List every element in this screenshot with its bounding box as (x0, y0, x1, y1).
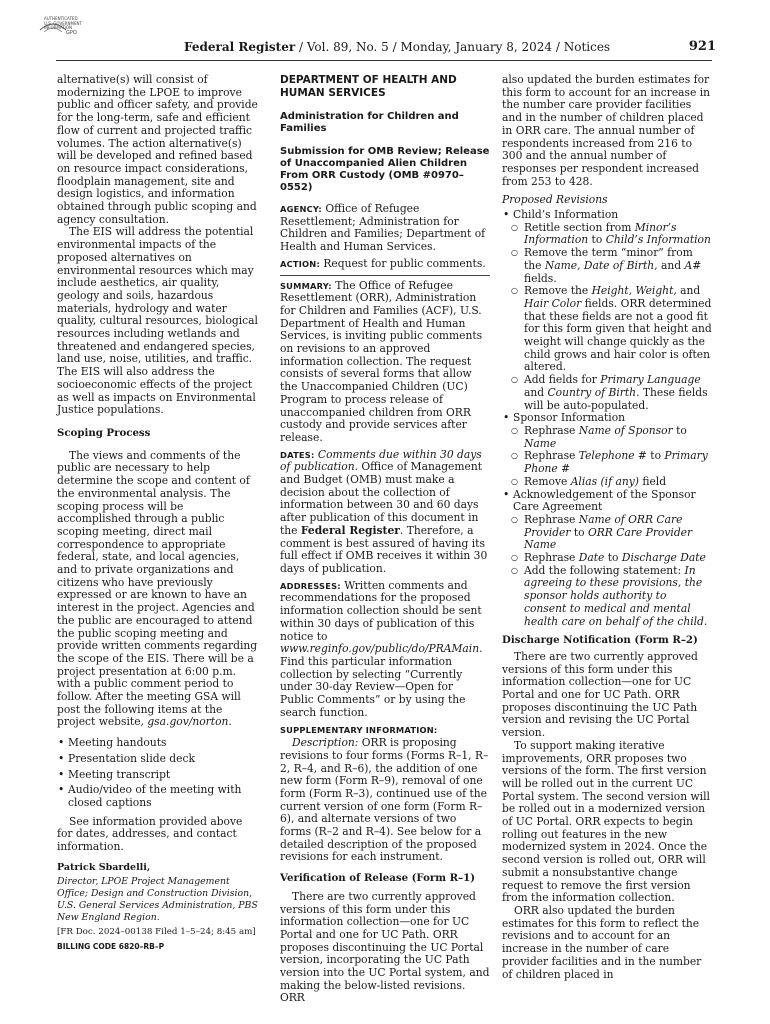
paragraph: See information provided above for dates, addresses, and contact information. (57, 814, 243, 854)
revision-text-part: Alias (if any) (570, 474, 639, 488)
revision-text-part: fields. (524, 271, 557, 285)
revision-text-part: Rephrase (524, 512, 579, 526)
federal-register-bold: Federal Register (300, 523, 400, 537)
revision-item (502, 247, 712, 285)
paragraph (57, 450, 260, 729)
logo-line-1: AUTHENTICATED (44, 16, 78, 21)
revision-text-part: In agreeing to these provisions, the sponsor holds authority to consent to medical and mental health care on behalf of the child (524, 563, 704, 628)
revision-text-part: Remove the term “minor” from the (524, 246, 693, 272)
logo-line-4: GPO (66, 29, 77, 36)
revision-text-part: Country of Birth. (547, 385, 640, 399)
revisions-list (502, 209, 712, 628)
page-header (56, 41, 716, 55)
revision-text-part: Rephrase (524, 423, 579, 437)
dates-paragraph (280, 449, 490, 576)
revision-text-part: Child’s Information (605, 233, 711, 247)
section-heading: Scoping Process (57, 426, 151, 439)
revision-text-part: Add fields for (524, 373, 601, 387)
revision-text-part: Minor’s Information (524, 220, 677, 247)
dates-label: DATES: (280, 449, 315, 460)
gpo-authenticated-logo (38, 14, 102, 38)
header-title (184, 41, 610, 54)
revision-text-part: Height, Weight, (591, 284, 677, 298)
logo-line-3: INFORMATION (44, 25, 73, 30)
agency-label: AGENCY: (280, 204, 322, 214)
fr-doc-line: [FR Doc. 2024–00138 Filed 1–5–24; 8:45 am] (57, 927, 256, 938)
addresses-end: . Find this particular information collection by selecting “Currently under 30-day Review—Open for Public Comments” or by using the search function. (280, 642, 483, 719)
revision-item (502, 425, 712, 450)
paragraph: There are two currently approved versions of this form under this information collection—one for UC Portal and one for UC Path. ORR proposes discontinuing the UC Path version and revising the UC Portal version. (502, 649, 698, 740)
logo-line-2: U.S. GOVERNMENT (44, 20, 82, 26)
description-label: Description: (292, 736, 359, 750)
revision-text-part: and (676, 284, 701, 298)
revision-text-part: Name (524, 436, 557, 450)
list-item: • Meeting handouts (57, 737, 260, 750)
revision-group-label: Child’s Information (513, 208, 619, 222)
billing-code: BILLING CODE 6820–RB–P (57, 942, 165, 952)
revision-text-part: to (604, 551, 622, 565)
revision-text-part: to (588, 233, 606, 247)
column-3 (502, 74, 712, 981)
issue-details: / Vol. 89, No. 5 / Monday, January 8, 2024 / Notices (295, 40, 611, 54)
revision-text-part: Name of Sponsor (578, 423, 673, 437)
paragraph: ORR also updated the burden estimates for this form to reflect the revisions and to account for an increase in the number of care provider facilities and in the number of children placed in (502, 904, 702, 981)
addresses-label: ADDRESSES: (280, 580, 341, 591)
revision-text-part: and (657, 258, 685, 272)
website-link[interactable]: gsa.gov/norton (147, 715, 229, 729)
revision-text-part: to (570, 525, 588, 539)
department-heading: DEPARTMENT OF HEALTH AND HUMAN SERVICES (280, 74, 457, 99)
bullet-list (57, 737, 260, 810)
revision-text-part: Name of ORR Care Provider (524, 512, 683, 539)
revision-text-part: and (524, 385, 548, 399)
revision-text-part: Date (578, 551, 605, 565)
section-heading: Discharge Notification (Form R–2) (502, 634, 698, 647)
action-label: ACTION: (280, 258, 320, 269)
revision-text-part: These fields will be auto-populated. (524, 385, 708, 412)
revision-item (502, 514, 712, 552)
section-heading: Verification of Release (Form R–1) (280, 872, 476, 885)
addresses-paragraph (280, 580, 490, 720)
list-item: • Audio/video of the meeting with closed captions (57, 784, 260, 809)
signer-title: Director, LPOE Project Management Office; Design and Construction Division, U.S. General Services Administration, PBS New England Region. (57, 876, 258, 924)
revision-text-part: to (672, 423, 687, 437)
journal-name: Federal Register (184, 40, 296, 54)
revision-text-part: Rephrase (524, 551, 579, 565)
dates-end: . Therefore, a comment is best assured of having its full effect if OMB receives it within 30 days of publication. (280, 523, 488, 575)
agency-text: Office of Refugee Resettlement; Administration for Children and Families; Department of Health and Human Services. (280, 202, 486, 254)
list-item: • Presentation slide deck (57, 753, 260, 766)
revision-item (502, 285, 712, 374)
reginfo-link[interactable]: www.reginfo.gov/public/do/PRAMain (280, 642, 480, 656)
addresses-text: Written comments and recommendations for the proposed information collection should be sent within 30 days of publication of this notice to (280, 578, 482, 643)
revision-group-label: Acknowledgement of the Sponsor Care Agreement (513, 487, 696, 514)
agency-paragraph (280, 203, 490, 254)
supplementary-label: SUPPLEMENTARY INFORMATION: (280, 725, 438, 736)
description-paragraph (280, 737, 490, 864)
summary-label: SUMMARY: (280, 280, 332, 291)
revision-group-label: Sponsor Information (513, 411, 626, 425)
header-rule (56, 60, 712, 61)
paragraph: To support making iterative improvements, ORR proposes two versions of the form. The first version will be rolled out in the current UC Portal system. The second version will be rolled out in a modernized version of UC Portal. ORR expects to begin rolling out features in the new modernized system in 2024. Once the second version is rolled out, ORR will submit a nonsubstantive change request to remove the first version from the information collection. (502, 738, 710, 905)
summary-text: The Office of Refugee Resettlement (ORR), Administration for Children and Families (ACF), U.S. Department of Health and Human Services, is inviting public comments on revisions to an approved information collection. The request consists of several forms that allow the Unaccompanied Children (UC) Program to process release of unaccompanied children from ORR custody and provide services after release. (280, 278, 483, 444)
page-number: 921 (688, 39, 716, 54)
paragraph-end: . (228, 715, 232, 729)
section-rule (280, 275, 490, 276)
column-1 (57, 74, 260, 952)
paragraph-text: The views and comments of the public are necessary to help determine the scope and content of the environmental analysis. The scoping process will be accomplished through a public scoping meeting, direct mail correspondence to appropriate federal, state, and local agencies, and to private organizations and citizens who have previously expressed or are known to have an interest in the project. Agencies and the public are encouraged to attend the public scoping meeting and provide written comments regarding the scope of the EIS. There will be a project presentation at 6:00 p.m. with a public comment period to follow. After the meeting GSA will post the following items at the project website, (57, 448, 258, 729)
revision-text-part: to (646, 449, 665, 463)
revision-item (502, 450, 712, 475)
action-paragraph (280, 258, 490, 271)
revision-text-part: field (638, 474, 667, 488)
administration-heading: Administration for Children and Families (280, 111, 459, 134)
revision-item (502, 565, 712, 629)
revision-text-part: Discharge Date (621, 551, 706, 565)
revision-text-part: Primary Language (600, 373, 701, 387)
revision-text-part: . (703, 614, 708, 628)
description-text: ORR is proposing revisions to four forms (Forms R–1, R–2, R–4, and R–6), the addition of one new form (Form R–9), removal of one form (Form R–3), continued use of the current version of one form (Form R–6), and alternate versions of two forms (R–2 and R–4). See below for a detailed description of the proposed revisions for each instrument. (280, 736, 489, 864)
revision-text-part: Name, Date of Birth, (544, 258, 658, 272)
revision-text-part: ORR Care Provider Name (524, 525, 693, 552)
proposed-revisions-heading: Proposed Revisions (502, 193, 608, 207)
document-subject: Submission for OMB Review; Release of Unaccompanied Alien Children From ORR Custody (OMB #0970–0552) (280, 146, 490, 193)
paragraph: There are two currently approved versions of this form under this information collection—one for UC Portal and one for UC Path. ORR proposes discontinuing the UC Portal version, incorporating the UC Path version into the UC Portal system, and making the below-listed revisions. ORR (280, 889, 490, 1005)
dates-text: Office of Management and Budget (OMB) must make a decision about the collection of information between 30 and 60 days after publication of this document in the (280, 460, 483, 537)
column-2 (280, 74, 490, 1005)
revision-text-part: fields. ORR determined that these fields are not a good fit for this form given that height and weight will change quickly as the child grows and hair color is often altered. (524, 296, 712, 374)
revision-text-part: Remove the (524, 284, 592, 298)
dates-italic: Comments due within 30 days of publication. (280, 447, 482, 474)
list-item: • Meeting transcript (57, 769, 260, 782)
revision-text-part: Retitle section from (524, 220, 635, 234)
revision-text-part: Remove (524, 474, 571, 488)
revision-group (502, 489, 712, 514)
revision-text-part: A# (684, 258, 702, 272)
revision-text-part: Rephrase (524, 449, 579, 463)
paragraph: The EIS will address the potential environmental impacts of the proposed alternatives on environmental resources which may include aesthetics, air quality, geology and soils, hazardous materials, hydrology and water quality, cultural resources, biological resources including wetlands and threatened and endangered species, land use, noise, utilities, and traffic. The EIS will also address the socioeconomic effects of the project as well as impacts on Environmental Justice populations. (57, 225, 258, 417)
revision-text-part: Primary Phone # (524, 449, 708, 476)
paragraph: also updated the burden estimates for this form to account for an increase in the number care provider facilities and in the number of children placed in ORR care. The annual number of respondents increased from 216 to 300 and the annual number of responses per respondent increased from 253 to 428. (502, 73, 711, 188)
revision-text-part: Telephone # (578, 449, 647, 463)
summary-paragraph (280, 280, 490, 445)
signer-name: Patrick Sbardelli, (57, 861, 151, 873)
paragraph: alternative(s) will consist of modernizing the LPOE to improve public and officer safety, and provide for the long-term, safe and efficient flow of current and projected traffic volumes. The action alternative(s) will be developed and refined based on resource impact considerations, floodplain management, site and design logistics, and information obtained through public scoping and agency consultation. (57, 73, 258, 226)
revision-item (502, 374, 712, 412)
revision-text-part: Add the following statement: (524, 563, 685, 577)
action-text: Request for public comments. (319, 256, 486, 270)
revision-text-part: Hair Color (524, 296, 582, 310)
revision-item (502, 222, 712, 247)
